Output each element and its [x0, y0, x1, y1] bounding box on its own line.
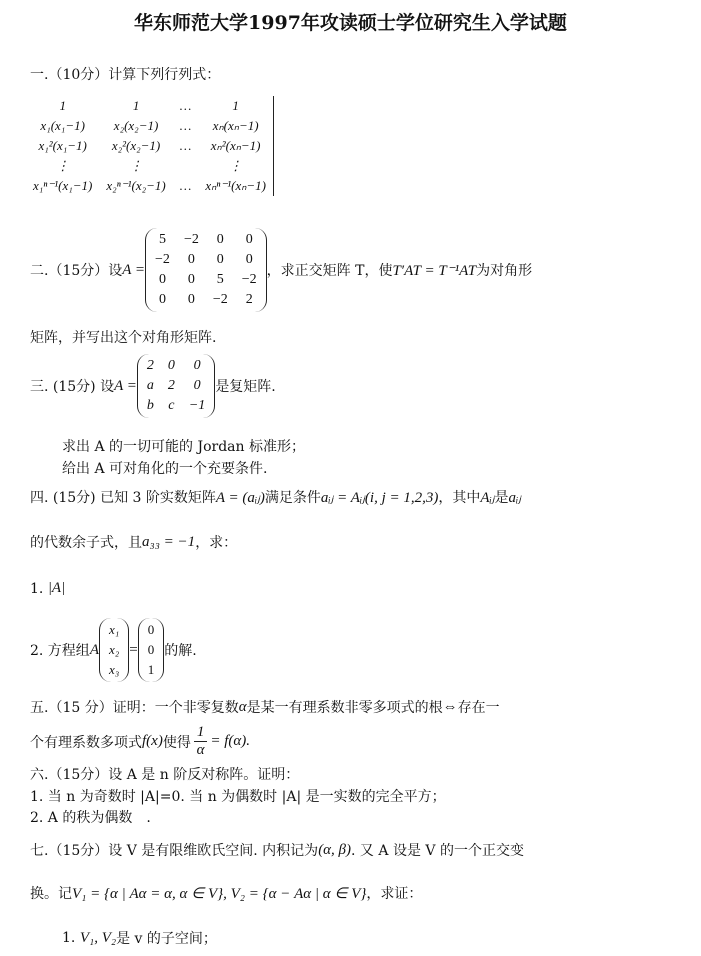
text-span: α [196, 742, 205, 758]
matrix-cell: 5 [216, 272, 224, 287]
text-span: f(x) [142, 733, 163, 749]
text-span: 七.（15分）设 V 是有限维欧氏空间. 内积记为 [30, 843, 319, 859]
text-span: 1. [30, 580, 44, 597]
matrix-row [140, 376, 212, 396]
matrix-cell: x₁ [108, 622, 120, 637]
text-span: 为对角形 [476, 263, 533, 279]
page-title: 华东师范大学1997年攻读硕士学位研究生入学试题 [134, 12, 567, 34]
matrix-cell: ⋮ [229, 158, 243, 173]
q6-line3: 2. A 的秩为偶数 . [30, 810, 151, 826]
matrix-row [102, 620, 126, 640]
matrix-cell: x₁(x₁−1) [40, 118, 85, 133]
text-span: 使得 [162, 734, 191, 751]
q2-line2: 矩阵，并写出这个对角形矩阵. [30, 330, 217, 346]
matrix-cell: 0 [147, 642, 155, 657]
text-span: ，求证： [366, 886, 423, 902]
matrix-cell: x₂²(x₂−1) [111, 138, 161, 153]
q6-line1: 六.（15分）设 A 是 n 阶反对称阵。证明： [30, 767, 300, 783]
text-span: 2. 方程组 [30, 643, 90, 659]
text-span: = [129, 641, 138, 658]
matrix-cell: −1 [188, 398, 206, 413]
text-span: ，求： [195, 535, 238, 551]
matrix-cell: 5 [158, 232, 166, 247]
q7-line2 [30, 883, 422, 903]
matrix-cell: x₁ⁿ⁻¹(x₁−1) [33, 178, 93, 193]
text-span: 四. (15分) 已知 3 阶实数矩阵 [30, 490, 216, 506]
matrix-row [26, 96, 274, 116]
matrix-cell: 0 [187, 272, 195, 287]
q6-line2: 1. 当 n 为奇数时 |A|=0. 当 n 为偶数时 |A| 是一实数的完全平方； [30, 789, 446, 805]
matrix-cell: 0 [193, 358, 201, 373]
matrix-cell: 0 [158, 292, 166, 307]
q4-item1 [30, 580, 65, 597]
matrix-cell: 0 [245, 232, 253, 247]
text-span: ，其中 [438, 490, 481, 506]
matrix-row [140, 356, 212, 376]
q1-label: 一.（10分）计算下列行列式： [30, 67, 221, 83]
matrix-row [148, 230, 264, 250]
matrix-row [26, 116, 274, 136]
matrix-row [141, 640, 162, 660]
matrix-cell: −2 [155, 252, 170, 267]
q3-item: 求出 A 的一切可能的 Jordan 标准形； [62, 439, 305, 455]
q5-line1 [30, 697, 500, 717]
matrix-cell: x₁²(x₁−1) [38, 138, 87, 153]
matrix-cell: a [146, 378, 154, 393]
matrix-cell: ⋮ [56, 158, 70, 173]
matrix-cell: 0 [245, 252, 253, 267]
matrix-cell: xₙⁿ⁻¹(xₙ−1) [205, 178, 266, 193]
text-span: ，求正交矩阵 T，使 [266, 263, 393, 279]
text-span: 三. (15分) 设 [30, 379, 115, 395]
text-span: = f(α). [210, 733, 250, 749]
text-span: 1 [194, 724, 208, 742]
matrix-row [26, 136, 274, 156]
matrix-cell: 0 [167, 358, 175, 373]
matrix-cell: −2 [241, 272, 257, 287]
matrix-cell: −2 [183, 232, 199, 247]
text-span: A = (aᵢⱼ) [215, 489, 265, 506]
text-span: A = [114, 377, 137, 394]
text-span: (α, β) [318, 841, 352, 858]
text-span: 满足条件 [264, 490, 321, 506]
text-span: |A| [47, 580, 66, 596]
text-span: 的代数余子式，且 [30, 535, 142, 551]
matrix-cell: 0 [193, 378, 201, 393]
text-span: a₃₃ = −1 [142, 533, 196, 550]
matrix-cell: 1 [132, 98, 140, 113]
matrix-cell: 1 [232, 98, 239, 113]
text-span: Aᵢⱼ [480, 489, 495, 506]
matrix-cell: 0 [187, 292, 195, 307]
text-span: aᵢⱼ [508, 489, 522, 506]
matrix-cell: 2 [167, 378, 175, 393]
text-span: 换。记 [30, 886, 72, 902]
text-span: A [89, 641, 99, 658]
matrix-row [102, 640, 126, 660]
text-span: α [238, 698, 247, 715]
matrix-cell: 2 [245, 292, 253, 307]
text-span: 存在一 [457, 700, 500, 716]
matrix-cell [173, 156, 199, 176]
matrix-cell: 1 [59, 98, 66, 113]
matrix-cell: … [179, 98, 192, 113]
text-span: 是复矩阵. [215, 379, 276, 395]
matrix-cell: 0 [147, 622, 155, 637]
matrix-cell: x₂(x₂−1) [113, 118, 159, 133]
matrix-row [148, 250, 264, 270]
text-span: aᵢⱼ = Aᵢⱼ(i, j = 1,2,3) [320, 489, 439, 506]
text-span: 是 v 的子空间； [116, 931, 217, 947]
matrix-cell: ⋮ [129, 158, 143, 173]
matrix-row [148, 290, 264, 310]
text-span: 五.（15 分）证明：一个非零复数 [30, 700, 239, 716]
text-span: . 又 A 设是 V 的一个正交变 [351, 843, 524, 859]
q4-item2 [30, 618, 197, 682]
matrix-row [140, 396, 212, 416]
matrix-cell: 1 [147, 662, 155, 677]
text-span: 1. [62, 930, 76, 946]
q4-line [30, 487, 521, 507]
text-span: T′AT = T⁻¹AT [392, 262, 477, 279]
matrix-cell: … [179, 138, 192, 153]
matrix-cell: … [179, 118, 192, 133]
fraction [194, 724, 208, 759]
text-span: 二.（15分）设 [30, 263, 123, 279]
matrix-cell: 0 [216, 232, 224, 247]
matrix-cell: 2 [146, 358, 154, 373]
text-span: 是某一有理系数非零多项式的根 [246, 700, 443, 716]
q7-line1 [30, 840, 524, 860]
matrix-cell: 0 [187, 252, 195, 267]
matrix-cell: xₙ(xₙ−1) [212, 118, 259, 133]
matrix-cell: c [168, 398, 175, 413]
text-span: ⇔ [442, 698, 458, 715]
matrix-cell: b [146, 398, 154, 413]
text-span: V₁, V₂ [79, 929, 117, 946]
matrix-row [102, 660, 126, 680]
matrix-cell: x₂ [108, 642, 120, 657]
text-span: 个有理系数多项式 [30, 734, 142, 751]
text-span: A = [122, 261, 146, 278]
q5-line2 [30, 724, 250, 759]
text-span: V₁ = {α | Aα = α, α ∈ V}, V₂ = {α − Aα | α ∈ V} [72, 885, 367, 902]
q7-item1 [62, 928, 217, 948]
matrix-cell: x₃ [108, 662, 120, 677]
matrix-row [141, 660, 162, 680]
matrix-cell: −2 [212, 292, 228, 307]
q3-item: 给出 A 可对角化的一个充要条件. [62, 461, 268, 477]
matrix-cell: … [179, 178, 192, 193]
matrix-row [148, 270, 264, 290]
text-span: 的解. [164, 643, 197, 659]
q1-determinant [26, 96, 274, 196]
matrix-cell: 0 [158, 272, 166, 287]
matrix-row [141, 620, 162, 640]
matrix-row [26, 176, 274, 196]
matrix-cell: xₙ²(xₙ−1) [210, 138, 261, 153]
q3-line [30, 354, 276, 418]
matrix-row [26, 156, 274, 176]
q4-line2 [30, 532, 237, 552]
matrix-cell: x₂ⁿ⁻¹(x₂−1) [106, 178, 166, 193]
q2-line [30, 228, 532, 312]
matrix-cell: 0 [216, 252, 224, 267]
text-span: 是 [494, 490, 509, 506]
